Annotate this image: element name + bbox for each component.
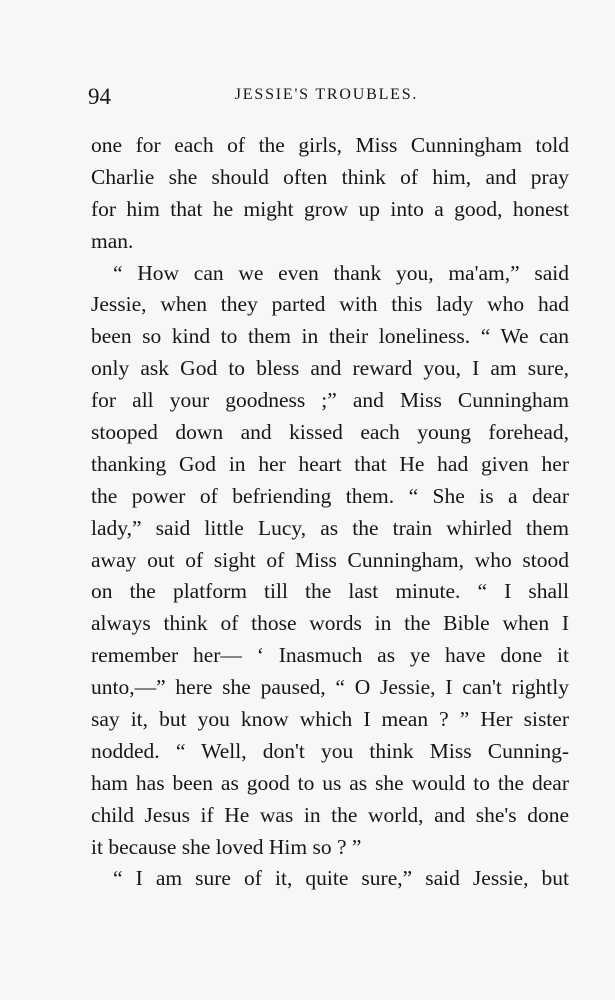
- body-text: [91, 130, 569, 895]
- text-line: only ask God to bless and reward you, I am sure,: [91, 356, 569, 381]
- text-line: always think of those words in the Bible when I: [91, 611, 569, 636]
- text-line: for him that he might grow up into a good, honest: [91, 196, 569, 221]
- text-line: nodded. “ Well, don't you think Miss Cunning-: [91, 738, 569, 763]
- text-line: stooped down and kissed each young forehead,: [91, 420, 569, 445]
- text-line: away out of sight of Miss Cunningham, who stood: [91, 547, 569, 572]
- text-line: unto,—” here she paused, “ O Jessie, I can't rightly: [91, 675, 569, 700]
- text-line: lady,” said little Lucy, as the train whirled them: [91, 515, 569, 540]
- text-line: Charlie she should often think of him, and pray: [91, 164, 569, 189]
- text-line: one for each of the girls, Miss Cunningham told: [91, 133, 569, 157]
- text-line: “ How can we even thank you, ma'am,” said: [113, 260, 569, 285]
- text-line: for all your goodness ;” and Miss Cunningham: [91, 388, 569, 413]
- text-line: say it, but you know which I mean ? ” Her sister: [91, 707, 569, 732]
- text-line: it because she loved Him so ? ”: [91, 834, 362, 859]
- text-line: ham has been as good to us as she would to the dear: [91, 770, 569, 795]
- text-line: remember her— ‘ Inasmuch as ye have done it: [91, 643, 569, 668]
- running-title: JESSIE'S TROUBLES.: [234, 86, 419, 103]
- text-line: man.: [91, 228, 134, 253]
- text-line: “ I am sure of it, quite sure,” said Jessie, but: [113, 866, 569, 891]
- text-line: child Jesus if He was in the world, and she's done: [91, 802, 569, 827]
- text-line: been so kind to them in their loneliness. “ We can: [91, 324, 569, 349]
- text-line: thanking God in her heart that He had given her: [91, 451, 569, 476]
- text-line: the power of befriending them. “ She is a dear: [91, 483, 569, 508]
- text-line: on the platform till the last minute. “ I shall: [91, 579, 569, 604]
- page-number: 94: [88, 84, 111, 109]
- text-line: Jessie, when they parted with this lady who had: [91, 292, 569, 317]
